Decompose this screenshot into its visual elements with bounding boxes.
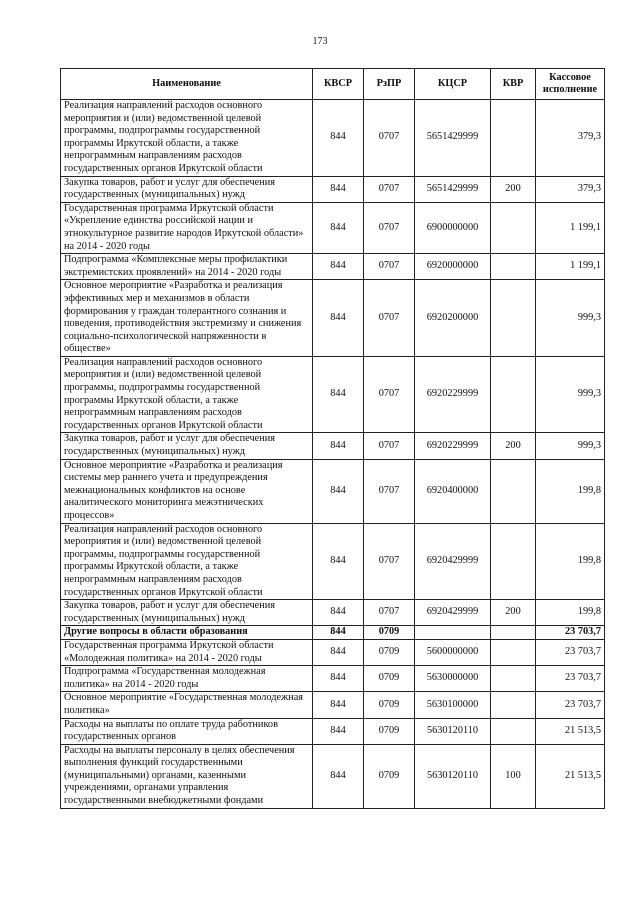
cell-sum: 999,3	[536, 280, 605, 357]
cell-sum: 999,3	[536, 356, 605, 433]
cell-name: Закупка товаров, работ и услуг для обеспечения государственных (муниципальных) нужд	[61, 600, 313, 626]
cell-name: Закупка товаров, работ и услуг для обеспечения государственных (муниципальных) нужд	[61, 433, 313, 459]
cell-name: Государственная программа Иркутской области «Молодежная политика» на 2014 - 2020 годы	[61, 639, 313, 665]
cell-sum: 199,8	[536, 523, 605, 600]
cell-kcsr: 6900000000	[415, 202, 491, 253]
cell-kvr	[491, 523, 536, 600]
cell-sum: 199,8	[536, 600, 605, 626]
cell-kvsr: 844	[313, 718, 364, 744]
cell-kcsr	[415, 626, 491, 640]
cell-name: Закупка товаров, работ и услуг для обеспечения государственных (муниципальных) нужд	[61, 176, 313, 202]
cell-kvr	[491, 254, 536, 280]
cell-name: Государственная программа Иркутской области «Укрепление единства российской нации и этнокультурное развитие народов Иркутской области» на 2014 - 2020 годы	[61, 202, 313, 253]
header-kvsr: КВСР	[313, 69, 364, 100]
cell-rzpr: 0707	[364, 254, 415, 280]
cell-kcsr: 6920229999	[415, 433, 491, 459]
cell-name: Расходы на выплаты персоналу в целях обеспечения выполнения функций государственными (муниципальными) органами, казенными учреждениями, органами управления государственными внебюджетными фондами	[61, 744, 313, 808]
table-row	[61, 718, 605, 744]
cell-kcsr: 5630120110	[415, 718, 491, 744]
cell-sum: 199,8	[536, 459, 605, 523]
cell-rzpr: 0707	[364, 600, 415, 626]
cell-sum: 23 703,7	[536, 666, 605, 692]
table-row	[61, 433, 605, 459]
cell-sum: 23 703,7	[536, 692, 605, 718]
cell-rzpr: 0709	[364, 639, 415, 665]
table-row	[61, 639, 605, 665]
cell-kvr: 200	[491, 176, 536, 202]
table-row	[61, 666, 605, 692]
cell-sum: 23 703,7	[536, 626, 605, 640]
cell-kcsr: 5600000000	[415, 639, 491, 665]
cell-kvr	[491, 202, 536, 253]
cell-kcsr: 5630120110	[415, 744, 491, 808]
cell-kcsr: 5651429999	[415, 100, 491, 177]
cell-name: Подпрограмма «Государственная молодежная политика» на 2014 - 2020 годы	[61, 666, 313, 692]
cell-kvsr: 844	[313, 744, 364, 808]
table-row	[61, 692, 605, 718]
cell-rzpr: 0707	[364, 280, 415, 357]
cell-kcsr: 5651429999	[415, 176, 491, 202]
cell-name: Основное мероприятие «Государственная молодежная политика»	[61, 692, 313, 718]
cell-rzpr: 0707	[364, 176, 415, 202]
cell-kvsr: 844	[313, 176, 364, 202]
cell-rzpr: 0709	[364, 666, 415, 692]
cell-kcsr: 5630100000	[415, 692, 491, 718]
table-row	[61, 600, 605, 626]
cell-kvsr: 844	[313, 523, 364, 600]
cell-sum: 379,3	[536, 176, 605, 202]
cell-kvsr: 844	[313, 254, 364, 280]
cell-kvr	[491, 356, 536, 433]
cell-sum: 21 513,5	[536, 744, 605, 808]
cell-name: Другие вопросы в области образования	[61, 626, 313, 640]
cell-kcsr: 6920000000	[415, 254, 491, 280]
cell-kvsr: 844	[313, 202, 364, 253]
table-row	[61, 280, 605, 357]
cell-kcsr: 6920400000	[415, 459, 491, 523]
cell-rzpr: 0707	[364, 459, 415, 523]
cell-name: Расходы на выплаты по оплате труда работников государственных органов	[61, 718, 313, 744]
cell-rzpr: 0709	[364, 626, 415, 640]
cell-name: Подпрограмма «Комплексные меры профилактики экстремистских проявлений» на 2014 - 2020 годы	[61, 254, 313, 280]
table-row	[61, 459, 605, 523]
table-row	[61, 523, 605, 600]
budget-table	[60, 68, 605, 809]
header-kcsr: КЦСР	[415, 69, 491, 100]
cell-kvsr: 844	[313, 626, 364, 640]
cell-kcsr: 5630000000	[415, 666, 491, 692]
table-row	[61, 254, 605, 280]
table-row	[61, 100, 605, 177]
cell-kvsr: 844	[313, 692, 364, 718]
cell-sum: 999,3	[536, 433, 605, 459]
cell-kvr: 200	[491, 433, 536, 459]
cell-kvsr: 844	[313, 356, 364, 433]
table-row	[61, 176, 605, 202]
cell-name: Основное мероприятие «Разработка и реализация системы мер раннего учета и предупреждения межнациональных конфликтов на основе аналитического мониторинга межэтнических процессов»	[61, 459, 313, 523]
cell-rzpr: 0709	[364, 692, 415, 718]
cell-kcsr: 6920429999	[415, 523, 491, 600]
cell-kvr	[491, 666, 536, 692]
table-row	[61, 626, 605, 640]
cell-kvsr: 844	[313, 433, 364, 459]
cell-kvr	[491, 459, 536, 523]
cell-kvsr: 844	[313, 666, 364, 692]
cell-kvr	[491, 692, 536, 718]
cell-kvsr: 844	[313, 600, 364, 626]
cell-rzpr: 0707	[364, 433, 415, 459]
cell-kcsr: 6920429999	[415, 600, 491, 626]
header-name: Наименование	[61, 69, 313, 100]
cell-kcsr: 6920229999	[415, 356, 491, 433]
cell-kvsr: 844	[313, 100, 364, 177]
table-row	[61, 744, 605, 808]
cell-name: Основное мероприятие «Разработка и реализация эффективных мер и механизмов в области формирования у граждан толерантного сознания и поведения, противодействия экстремизму и снижения социально-психологической напряженности в обществе»	[61, 280, 313, 357]
cell-kvr	[491, 718, 536, 744]
cell-name: Реализация направлений расходов основного мероприятия и (или) ведомственной целевой программы, подпрограммы государственной программы Иркутской области, а также непрограммным направлениям расходов государственных органов Иркутской области	[61, 523, 313, 600]
cell-kvsr: 844	[313, 459, 364, 523]
cell-kvr	[491, 639, 536, 665]
header-rzpr: РзПР	[364, 69, 415, 100]
cell-rzpr: 0709	[364, 718, 415, 744]
page-number: 173	[312, 36, 328, 47]
cell-kvr: 200	[491, 600, 536, 626]
cell-kcsr: 6920200000	[415, 280, 491, 357]
header-kvr: КВР	[491, 69, 536, 100]
table-row	[61, 356, 605, 433]
cell-kvsr: 844	[313, 639, 364, 665]
cell-sum: 23 703,7	[536, 639, 605, 665]
cell-rzpr: 0707	[364, 523, 415, 600]
cell-kvr	[491, 100, 536, 177]
cell-kvr	[491, 626, 536, 640]
cell-rzpr: 0707	[364, 100, 415, 177]
table-row	[61, 202, 605, 253]
cell-sum: 21 513,5	[536, 718, 605, 744]
cell-name: Реализация направлений расходов основного мероприятия и (или) ведомственной целевой программы, подпрограммы государственной программы Иркутской области, а также непрограммным направлениям расходов государственных органов Иркутской области	[61, 100, 313, 177]
cell-rzpr: 0709	[364, 744, 415, 808]
cell-name: Реализация направлений расходов основного мероприятия и (или) ведомственной целевой программы, подпрограммы государственной программы Иркутской области, а также непрограммным направлениям расходов государственных органов Иркутской области	[61, 356, 313, 433]
cell-kvsr: 844	[313, 280, 364, 357]
cell-kvr	[491, 280, 536, 357]
table-header-row	[61, 69, 605, 100]
cell-kvr: 100	[491, 744, 536, 808]
cell-sum: 1 199,1	[536, 254, 605, 280]
cell-sum: 1 199,1	[536, 202, 605, 253]
cell-rzpr: 0707	[364, 356, 415, 433]
cell-rzpr: 0707	[364, 202, 415, 253]
header-sum: Кассовое исполнение	[536, 69, 605, 100]
cell-sum: 379,3	[536, 100, 605, 177]
